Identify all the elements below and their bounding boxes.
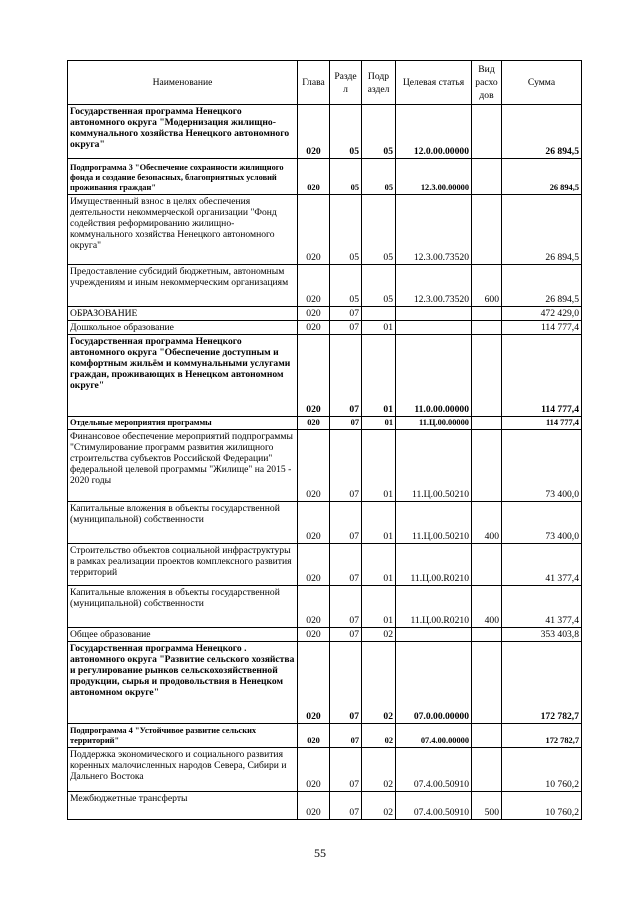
row-razdel: 05: [330, 265, 362, 307]
row-name: Капитальные вложения в объекты государственной (муниципальной) собственности: [68, 586, 298, 628]
row-celevaya: [396, 628, 472, 642]
row-glava: 020: [298, 502, 330, 544]
row-summa: 114 777,4: [502, 417, 582, 430]
row-celevaya: 11.Ц.00.R0210: [396, 586, 472, 628]
row-summa: 172 782,7: [502, 642, 582, 724]
row-vid: [472, 105, 502, 159]
row-razdel: 07: [330, 417, 362, 430]
row-glava: 020: [298, 417, 330, 430]
row-razdel: 07: [330, 792, 362, 820]
row-podrazdel: 02: [362, 792, 396, 820]
row-razdel: 05: [330, 159, 362, 195]
row-vid: [472, 335, 502, 417]
row-celevaya: 07.4.00.00000: [396, 724, 472, 748]
table-row: [68, 195, 582, 265]
row-podrazdel: 02: [362, 642, 396, 724]
table-row: [68, 430, 582, 502]
row-razdel: 07: [330, 321, 362, 335]
table-row: [68, 642, 582, 724]
row-vid: [472, 628, 502, 642]
row-razdel: 07: [330, 335, 362, 417]
table-row: [68, 159, 582, 195]
table-row: [68, 502, 582, 544]
row-razdel: 07: [330, 628, 362, 642]
row-podrazdel: 01: [362, 417, 396, 430]
row-celevaya: 12.3.00.73520: [396, 265, 472, 307]
row-podrazdel: 01: [362, 430, 396, 502]
row-name: Финансовое обеспечение мероприятий подпрограммы "Стимулирование программ развития жилищного строительства субъектов Российской Федерации" федеральной целевой программы "Жилище" на 2015 - 2020 годы: [68, 430, 298, 502]
row-glava: 020: [298, 792, 330, 820]
row-name: Отдельные мероприятия программы: [68, 417, 298, 430]
row-glava: 020: [298, 724, 330, 748]
row-summa: 10 760,2: [502, 748, 582, 792]
row-vid: 400: [472, 586, 502, 628]
row-glava: 020: [298, 748, 330, 792]
row-summa: 73 400,0: [502, 502, 582, 544]
row-celevaya: 12.3.00.73520: [396, 195, 472, 265]
row-glava: 020: [298, 159, 330, 195]
row-summa: 26 894,5: [502, 265, 582, 307]
header-vid: Вид расхо дов: [472, 61, 502, 105]
row-vid: [472, 195, 502, 265]
row-podrazdel: 05: [362, 265, 396, 307]
row-vid: [472, 417, 502, 430]
row-summa: 26 894,5: [502, 105, 582, 159]
row-summa: 41 377,4: [502, 544, 582, 586]
table-row: [68, 724, 582, 748]
row-vid: [472, 544, 502, 586]
header-glava: Глава: [298, 61, 330, 105]
row-razdel: 07: [330, 544, 362, 586]
row-celevaya: 12.0.00.00000: [396, 105, 472, 159]
table-row: [68, 265, 582, 307]
row-name: Подпрограмма 4 "Устойчивое развитие сельских территорий": [68, 724, 298, 748]
row-razdel: 05: [330, 105, 362, 159]
row-glava: 020: [298, 307, 330, 321]
row-name: Строительство объектов социальной инфраструктуры в рамках реализации проектов комплексного развития территорий: [68, 544, 298, 586]
row-summa: 41 377,4: [502, 586, 582, 628]
row-vid: [472, 321, 502, 335]
table-row: [68, 586, 582, 628]
table-row: [68, 544, 582, 586]
header-name: Наименование: [68, 61, 298, 105]
row-razdel: 07: [330, 586, 362, 628]
row-vid: 600: [472, 265, 502, 307]
row-glava: 020: [298, 628, 330, 642]
row-glava: 020: [298, 195, 330, 265]
table-row: [68, 321, 582, 335]
row-name: Дошкольное образование: [68, 321, 298, 335]
row-glava: 020: [298, 642, 330, 724]
row-vid: [472, 724, 502, 748]
row-podrazdel: 02: [362, 628, 396, 642]
header-podrazdel: Подр аздел: [362, 61, 396, 105]
header-celevaya: Целевая статья: [396, 61, 472, 105]
table-row: [68, 307, 582, 321]
row-vid: 400: [472, 502, 502, 544]
row-name: Капитальные вложения в объекты государственной (муниципальной) собственности: [68, 502, 298, 544]
row-razdel: 07: [330, 430, 362, 502]
row-name: Поддержка экономического и социального развития коренных малочисленных народов Севера, Сибири и Дальнего Востока: [68, 748, 298, 792]
row-glava: 020: [298, 335, 330, 417]
row-name: Предоставление субсидий бюджетным, автономным учреждениям и иным некоммерческим организациям: [68, 265, 298, 307]
row-celevaya: 11.Ц.00.R0210: [396, 544, 472, 586]
row-podrazdel: 01: [362, 544, 396, 586]
row-celevaya: 12.3.00.00000: [396, 159, 472, 195]
table-header-row: [68, 61, 582, 105]
row-vid: [472, 748, 502, 792]
row-razdel: 07: [330, 642, 362, 724]
row-summa: 26 894,5: [502, 195, 582, 265]
row-vid: [472, 430, 502, 502]
row-glava: 020: [298, 586, 330, 628]
row-summa: 172 782,7: [502, 724, 582, 748]
row-name: Подпрограмма 3 "Обеспечение сохранности жилищного фонда и создание безопасных, благоприятных условий проживания граждан": [68, 159, 298, 195]
row-podrazdel: 05: [362, 195, 396, 265]
row-summa: 114 777,4: [502, 321, 582, 335]
row-summa: 472 429,0: [502, 307, 582, 321]
row-vid: [472, 307, 502, 321]
row-glava: 020: [298, 544, 330, 586]
row-celevaya: 07.4.00.50910: [396, 792, 472, 820]
row-name: Общее образование: [68, 628, 298, 642]
row-podrazdel: 05: [362, 159, 396, 195]
row-name: Государственная программа Ненецкого . автономного округа "Развитие сельского хозяйства и регулирование рынков сельскохозяйственной продукции, сырья и продовольствия в Ненецком автономном округе": [68, 642, 298, 724]
row-razdel: 07: [330, 307, 362, 321]
row-name: ОБРАЗОВАНИЕ: [68, 307, 298, 321]
row-summa: 10 760,2: [502, 792, 582, 820]
row-vid: [472, 642, 502, 724]
row-glava: 020: [298, 105, 330, 159]
row-razdel: 07: [330, 748, 362, 792]
row-podrazdel: 01: [362, 586, 396, 628]
table-row: [68, 335, 582, 417]
row-summa: 353 403,8: [502, 628, 582, 642]
row-name: Государственная программа Ненецкого автономного округа "Модернизация жилищно-коммунального хозяйства Ненецкого автономного округа": [68, 105, 298, 159]
table-row: [68, 417, 582, 430]
row-celevaya: 07.0.00.00000: [396, 642, 472, 724]
row-celevaya: 11.Ц.00.00000: [396, 417, 472, 430]
table-row: [68, 628, 582, 642]
row-podrazdel: 01: [362, 321, 396, 335]
row-podrazdel: [362, 307, 396, 321]
row-celevaya: [396, 307, 472, 321]
row-glava: 020: [298, 321, 330, 335]
row-celevaya: 11.Ц.00.50210: [396, 430, 472, 502]
table-row: [68, 748, 582, 792]
row-name: Межбюджетные трансферты: [68, 792, 298, 820]
row-glava: 020: [298, 430, 330, 502]
page-number: 55: [314, 846, 326, 860]
row-celevaya: 07.4.00.50910: [396, 748, 472, 792]
row-summa: 73 400,0: [502, 430, 582, 502]
row-podrazdel: 05: [362, 105, 396, 159]
row-podrazdel: 02: [362, 724, 396, 748]
row-vid: [472, 159, 502, 195]
row-razdel: 07: [330, 724, 362, 748]
row-celevaya: 11.0.00.00000: [396, 335, 472, 417]
table-row: [68, 105, 582, 159]
row-podrazdel: 01: [362, 502, 396, 544]
row-celevaya: [396, 321, 472, 335]
row-podrazdel: 01: [362, 335, 396, 417]
header-razdel: Разде л: [330, 61, 362, 105]
header-summa: Сумма: [502, 61, 582, 105]
row-name: Государственная программа Ненецкого автономного округа "Обеспечение доступным и комфортным жильём и коммунальными услугами граждан, проживающих в Ненецком автономном округе": [68, 335, 298, 417]
row-vid: 500: [472, 792, 502, 820]
row-razdel: 05: [330, 195, 362, 265]
row-celevaya: 11.Ц.00.50210: [396, 502, 472, 544]
table-row: [68, 792, 582, 820]
budget-table: [67, 60, 582, 820]
row-glava: 020: [298, 265, 330, 307]
row-summa: 26 894,5: [502, 159, 582, 195]
row-name: Имущественный взнос в целях обеспечения деятельности некоммерческой организации "Фонд содействия реформированию жилищно-коммунального хозяйства Ненецкого автономного округа": [68, 195, 298, 265]
row-razdel: 07: [330, 502, 362, 544]
row-podrazdel: 02: [362, 748, 396, 792]
row-summa: 114 777,4: [502, 335, 582, 417]
